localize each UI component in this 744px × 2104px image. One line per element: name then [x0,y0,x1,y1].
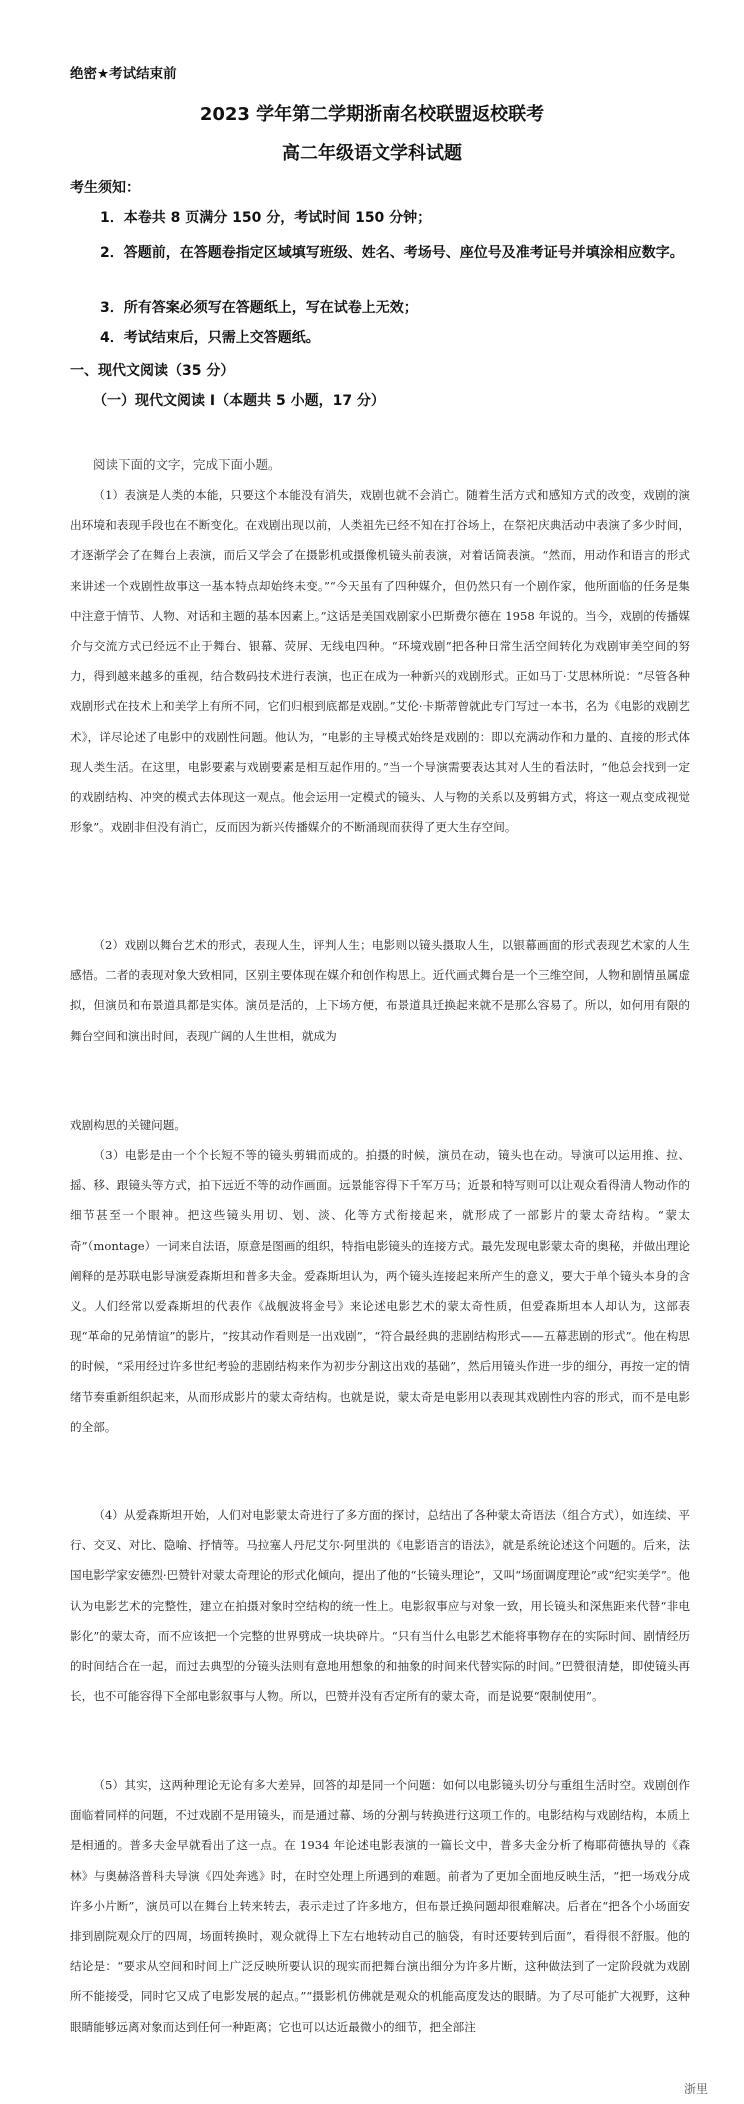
reading-instruction: 阅读下面的文字，完成下面小题。 [93,457,281,472]
exam-subtitle: 高二年级语文学科试题 [282,143,462,164]
page-footer: 浙里 [683,2082,708,2096]
notice-item-1: 1．本卷共 8 页满分 150 分，考试时间 150 分钟； [100,210,432,226]
confidential-label: 绝密★考试结束前 [70,66,177,82]
notice-item-4: 4．考试结束后，只需上交答题纸。 [100,330,320,346]
notice-item-2: 2．答题前，在答题卷指定区域填写班级、姓名、考场号、座位号及准考证号并填涂相应数字。 [100,245,684,261]
paragraph-1: （1）表演是人类的本能，只要这个本能没有消失，戏剧也就不会消亡。随着生活方式和感知方式的改变，戏剧的演出环境和表现手段也在不断变化。在戏剧出现以前，人类祖先已经不知在打谷场上，在祭祀庆典活动中表演了多少时间，才逐渐学会了在舞台上表演，而后又学会了在摄影机或摄像机镜头前表演，对着话筒表演。“然而，用动作和语言的形式来讲述一个戏剧性故事这一基本特点却始终未变。”“今天虽有了四种媒介，但仍然只有一个剧作家，他所面临的任务是集中注意于情节、人物、对话和主题的基本因素上。”这话是美国戏剧家小巴斯费尔德在 1958 年说的。当今，戏剧的传播媒介与交流方式已经远不止于舞台、银幕、荧屏、无线电四种。“环境戏剧”把各种日常生活空间转化为戏剧审美空间的努力，得到越来越多的重视，结合数码技术进行表演，也正在成为一种新兴的戏剧形式。正如马丁·艾思林所说：“尽管各种戏剧形式在技术上和美学上有所不同，它们归根到底都是戏剧。”艾伦·卡斯蒂曾就此专门写过一本书，名为《电影的戏剧艺术》，详尽论述了电影中的戏剧性问题。他认为，“电影的主导模式始终是戏剧的：即以充满动作和力量的、直接的形式体现人类生活。在这里，电影要素与戏剧要素是相互起作用的。”当一个导演需要表达其对人生的看法时，“他总会找到一定的戏剧结构、冲突的模式去体现这一观点。他会运用一定模式的镜头、人与物的关系以及剪辑方式，将这一观点变成视觉形象”。戏剧非但没有消亡，反而因为新兴传播媒介的不断涌现而获得了更大生存空间。 [70,488,690,835]
notice-item-3: 3．所有答案必须写在答题纸上，写在试卷上无效； [100,300,418,316]
paragraph-2-continued: 戏剧构思的关键问题。 [70,1118,186,1132]
exam-title: 2023 学年第二学期浙南名校联盟返校联考 [199,104,545,125]
paragraph-4: （4）从爱森斯坦开始，人们对电影蒙太奇进行了多方面的探讨，总结出了各种蒙太奇语法（组合方式），如连续、平行、交叉、对比、隐喻、抒情等。马拉塞人丹尼艾尔·阿里洪的《电影语言的语法》，就是系统论述这个问题的。后来，法国电影学家安德烈·巴赞针对蒙太奇理论的形式化倾向，提出了他的“长镜头理论”，又叫“场面调度理论”或“纪实美学”。他认为电影艺术的完整性，建立在拍摄对象时空结构的统一性上。电影叙事应与对象一致，用长镜头和深焦距来代替“非电影化”的蒙太奇，而不应该把一个完整的世界劈成一块块碎片。“只有当什么电影艺术能将事物存在的实际时间、剧情经历的时间结合在一起，而过去典型的分镜头法则有意地用想象的和抽象的时间来代替实际的时间。”巴赞很清楚，即使镜头再长，也不可能容得下全部电影叙事与人物。所以，巴赞并没有否定所有的蒙太奇，而是说要“限制使用”。 [70,1508,690,1704]
notice-heading: 考生须知： [70,180,140,196]
paragraph-2: （2）戏剧以舞台艺术的形式，表现人生，评判人生；电影则以镜头摄取人生，以银幕画面的形式表现艺术家的人生感悟。二者的表现对象大致相同，区别主要体现在媒介和创作构思上。近代画式舞台是一个三维空间，人物和剧情虽属虚拟，但演员和布景道具都是实体。演员是活的，上下场方便，布景道具迁换起来就不是那么容易了。所以，如何用有限的舞台空间和演出时间，表现广阔的人生世相，就成为 [70,938,690,1043]
paragraph-5: （5）其实，这两种理论无论有多大差异，回答的却是同一个问题：如何以电影镜头切分与重组生活时空。戏剧创作面临着同样的问题，不过戏剧不是用镜头，而是通过幕、场的分割与转换进行这项工作的。电影结构与戏剧结构，本质上是相通的。普多夫金早就看出了这一点。在 1934 年论述电影表演的一篇长文中，普多夫金分析了梅耶荷德执导的《森林》与奥赫洛普科夫导演《四处奔逃》时，在时空处理上所遇到的难题。前者为了更加全面地反映生活，“把一场戏分成许多小片断”，演员可以在舞台上转来转去，表示走过了许多地方，但布景迁换问题却很难解决。后者在“把各个小场面安排到剧院观众厅的四周，场面转换时，观众就得上下左右地转动自己的脑袋，有时还要转到后面”，看得很不舒服。他的结论是：“要求从空间和时间上广泛反映所要认识的现实而把舞台演出细分为许多片断，这种做法到了一定阶段就为戏剧所不能接受，同时它又成了电影发展的起点。”“摄影机仿佛就是观众的机能高度发达的眼睛。为了尽可能扩大视野，这种眼睛能够远离对象而达到任何一种距离；它也可以达近最微小的细节，把全部注 [70,1778,690,2034]
paragraph-3: （3）电影是由一个个长短不等的镜头剪辑而成的。拍摄的时候，演员在动，镜头也在动。导演可以运用推、拉、摇、移、跟镜头等方式，拍下远近不等的动作画面。远景能容得下千军万马；近景和特写则可以让观众看得清人物动作的细节甚至一个眼神。把这些镜头用切、划、淡、化等方式衔接起来，就形成了一部影片的蒙太奇结构。“蒙太奇”（montage）一词来自法语，原意是图画的组织，特指电影镜头的连接方式。最先发现电影蒙太奇的奥秘，并做出理论阐释的是苏联电影导演爱森斯坦和普多夫金。爱森斯坦认为，两个镜头连接起来所产生的意义，要大于单个镜头本身的含义。人们经常以爱森斯坦的代表作《战舰波将金号》来论述电影艺术的蒙太奇性质，但爱森斯坦本人却认为，这部表现“革命的兄弟情谊”的影片，“按其动作看则是一出戏剧”，“符合最经典的悲剧结构形式——五幕悲剧的形式”。他在构思的时候，“采用经过许多世纪考验的悲剧结构来作为初步分割这出戏的基础”，然后用镜头作进一步的细分，再按一定的情绪节奏重新组织起来，从而形成影片的蒙太奇结构。也就是说，蒙太奇是电影用以表现其戏剧性内容的形式，而不是电影的全部。 [70,1148,690,1434]
section-heading: 一、现代文阅读（35 分） [70,363,235,379]
subsection-heading: （一）现代文阅读 I（本题共 5 小题，17 分） [93,393,385,409]
